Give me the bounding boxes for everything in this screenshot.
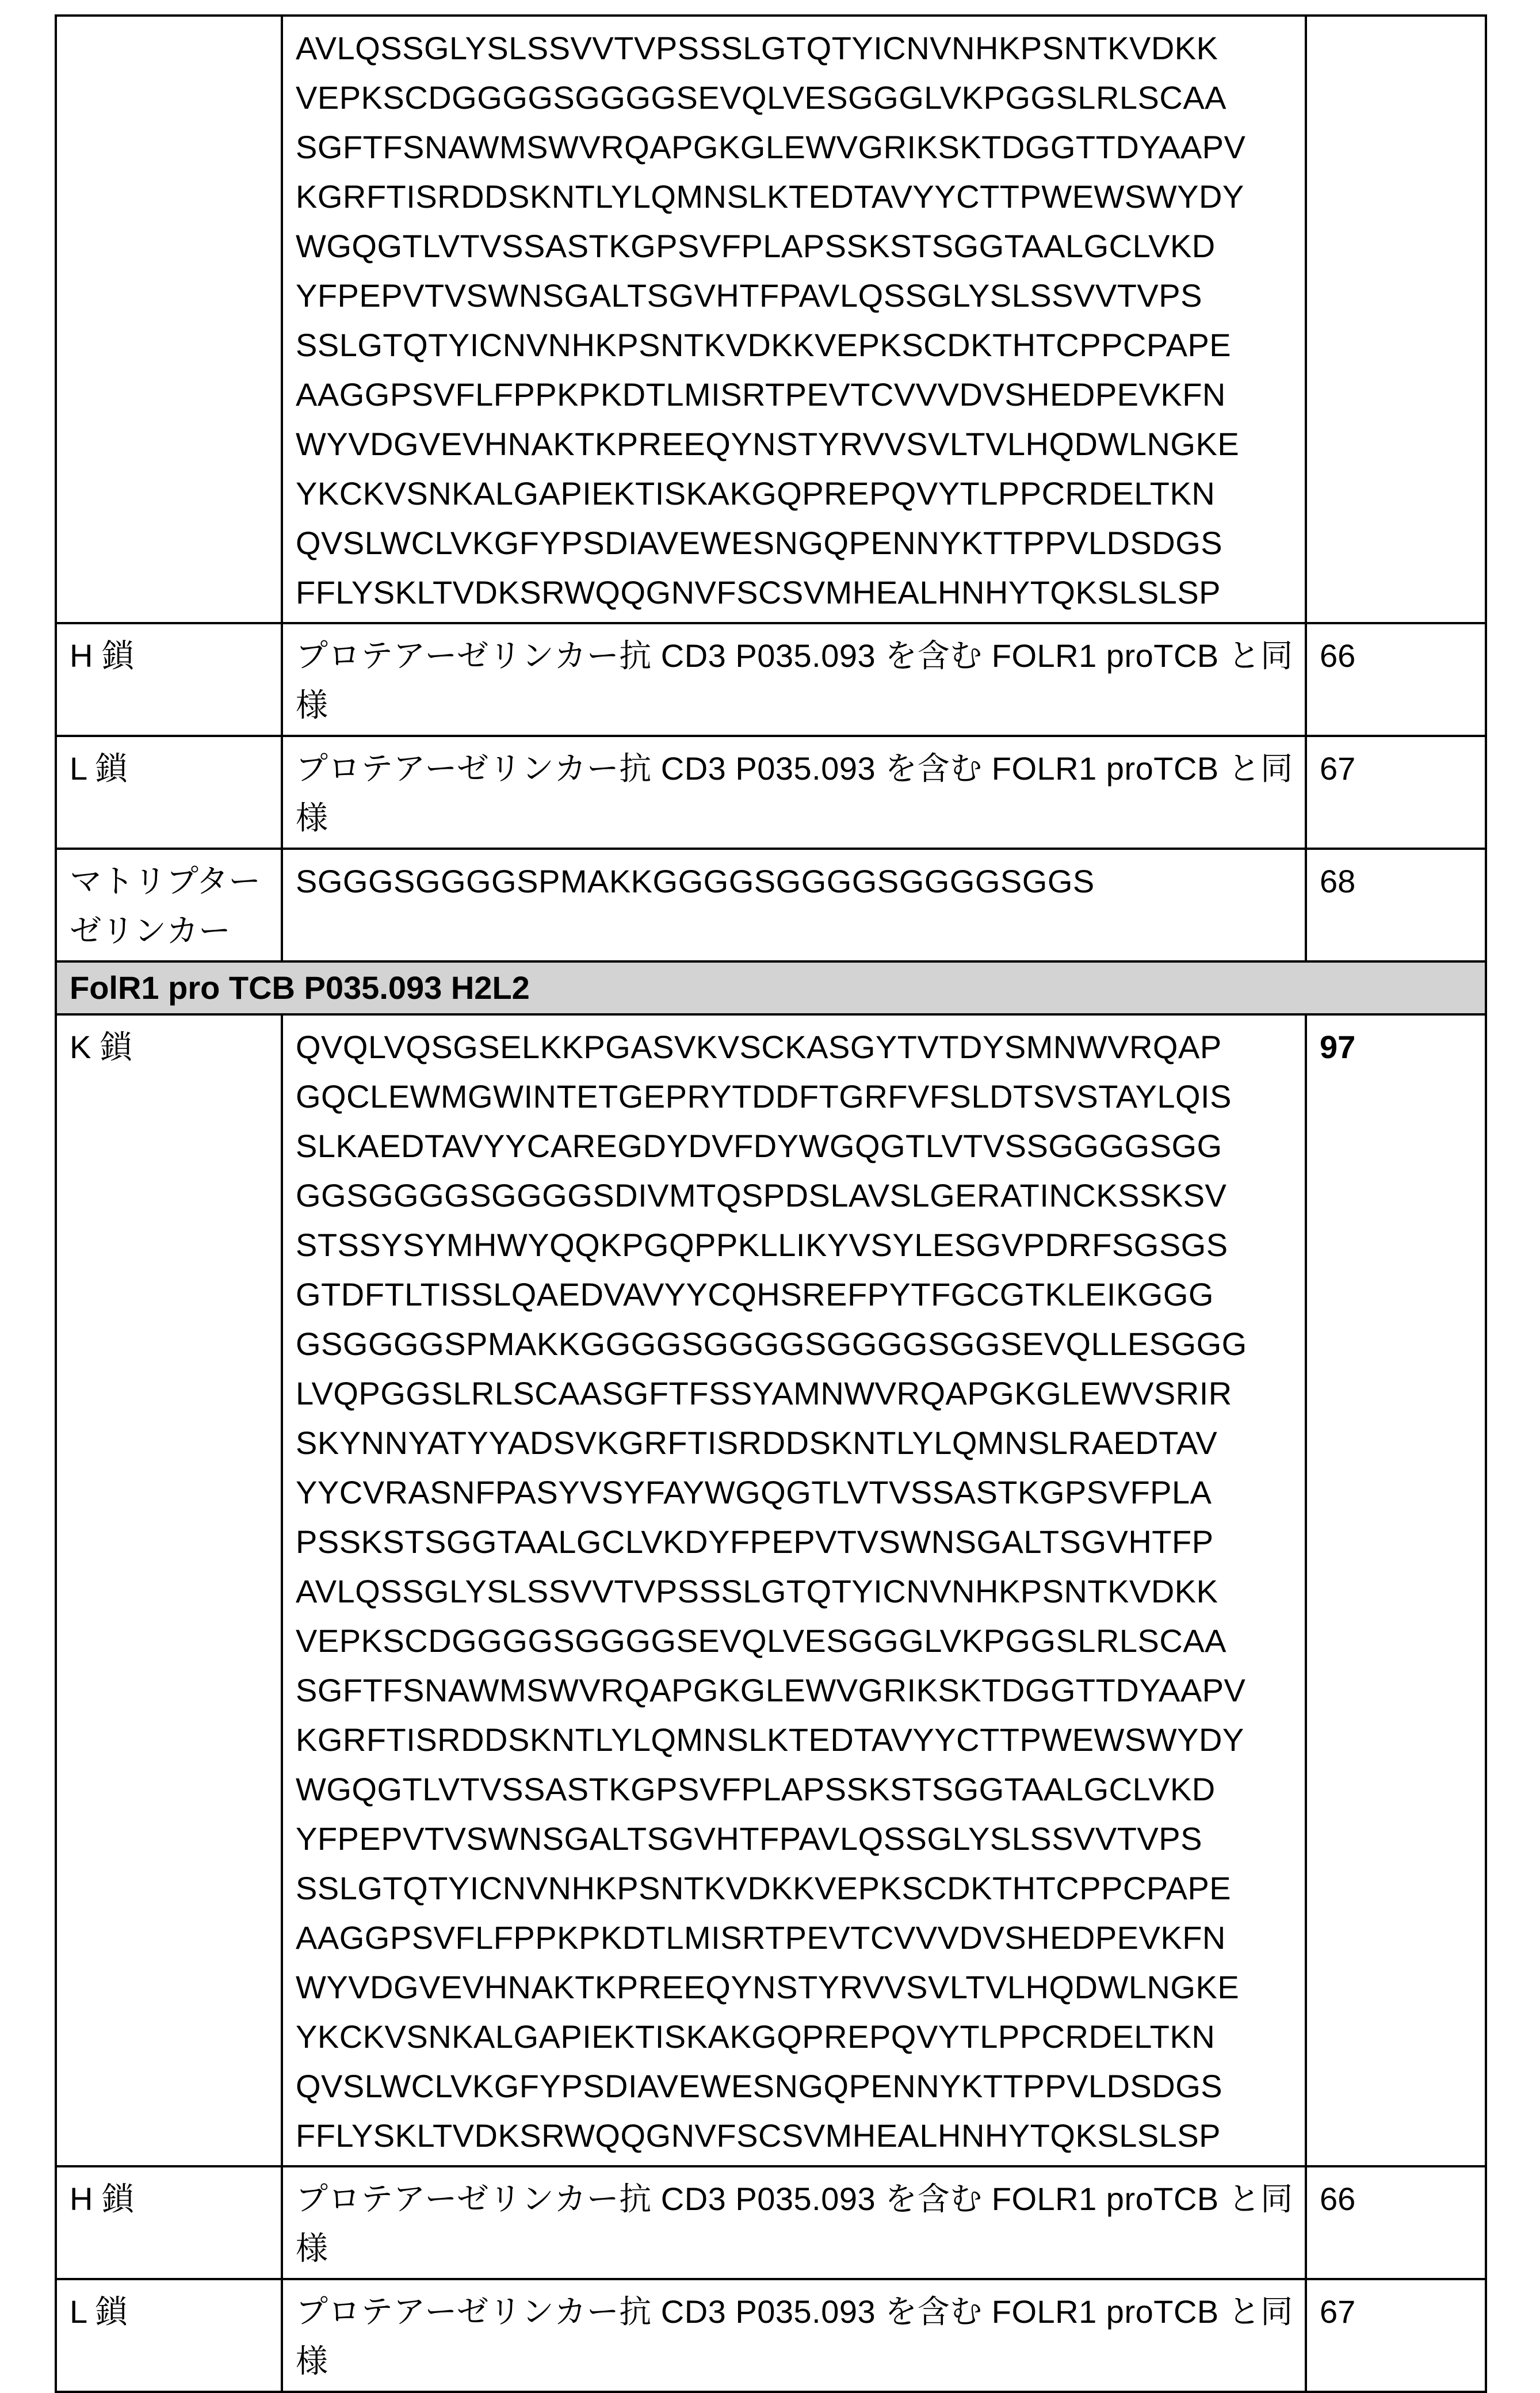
sequence-line: YKCKVSNKALGAPIEKTISKAKGQPREPQVYTLPPCRDELTKN <box>296 2012 1292 2062</box>
sequence-line: プロテアーゼリンカー抗 CD3 P035.093 を含む FOLR1 proTCB と同 <box>296 744 1292 793</box>
seq-id-number: 97 <box>1306 1014 1486 2166</box>
sequence-line: SSLGTQTYICNVNHKPSNTKVDKKVEPKSCDKTHTCPPCPAPE <box>296 320 1292 370</box>
sequence-cell <box>282 2166 1306 2279</box>
table-row <box>56 1014 1486 2166</box>
sequence-line: SGFTFSNAWMSWVRQAPGKGLEWVGRIKSKTDGGTTDYAAPV <box>296 1666 1292 1715</box>
sequence-line: AVLQSSGLYSLSSVVTVPSSSLGTQTYICNVNHKPSNTKVDKK <box>296 24 1292 73</box>
seq-id-number: 66 <box>1306 2166 1486 2279</box>
sequence-line: SSLGTQTYICNVNHKPSNTKVDKKVEPKSCDKTHTCPPCPAPE <box>296 1864 1292 1913</box>
sequence-line: GQCLEWMGWINTETGEPRYTDDFTGRFVFSLDTSVSTAYLQIS <box>296 1072 1292 1121</box>
chain-label <box>56 16 282 623</box>
chain-label: マトリプターゼリンカー <box>56 849 282 961</box>
sequence-line: GTDFTLTISSLQAEDVAVYYCQHSREFPYTFGCGTKLEIKGGG <box>296 1270 1292 1319</box>
sequence-line: GSGGGGSPMAKKGGGGSGGGGSGGGGSGGSEVQLLESGGG <box>296 1319 1292 1369</box>
table-row <box>56 849 1486 961</box>
sequence-cell <box>282 849 1306 961</box>
seq-id-number: 67 <box>1306 736 1486 849</box>
sequence-line: 様 <box>296 2224 1292 2273</box>
section-header: FolR1 pro TCB P035.093 H2L2 <box>56 961 1486 1014</box>
sequence-line: YFPEPVTVSWNSGALTSGVHTFPAVLQSSGLYSLSSVVTVPS <box>296 1814 1292 1864</box>
chain-label: H 鎖 <box>56 623 282 736</box>
sequence-cell <box>282 16 1306 623</box>
sequence-line: プロテアーゼリンカー抗 CD3 P035.093 を含む FOLR1 proTCB と同 <box>296 2287 1292 2337</box>
sequence-line: LVQPGGSLRLSCAASGFTFSSYAMNWVRQAPGKGLEWVSRIR <box>296 1369 1292 1418</box>
sequence-line: KGRFTISRDDSKNTLYLQMNSLKTEDTAVYYCTTPWEWSWYDY <box>296 172 1292 222</box>
sequence-line: GGSGGGGSGGGGSDIVMTQSPDSLAVSLGERATINCKSSKSV <box>296 1171 1292 1220</box>
seq-id-number <box>1306 16 1486 623</box>
sequence-line: WYVDGVEVHNAKTKPREEQYNSTYRVVSVLTVLHQDWLNGKE <box>296 1963 1292 2012</box>
sequence-line: SGGGSGGGGSPMAKKGGGGSGGGGSGGGGSGGS <box>296 857 1292 906</box>
sequence-line: WYVDGVEVHNAKTKPREEQYNSTYRVVSVLTVLHQDWLNGKE <box>296 419 1292 469</box>
table-row <box>56 16 1486 623</box>
sequence-line: AAGGPSVFLFPPKPKDTLMISRTPEVTCVVVDVSHEDPEVKFN <box>296 1913 1292 1963</box>
sequence-line: YFPEPVTVSWNSGALTSGVHTFPAVLQSSGLYSLSSVVTVPS <box>296 271 1292 320</box>
sequence-line: PSSKSTSGGTAALGCLVKDYFPEPVTVSWNSGALTSGVHTFP <box>296 1517 1292 1567</box>
sequence-line: VEPKSCDGGGGSGGGGSEVQLVESGGGLVKPGGSLRLSCAA <box>296 73 1292 123</box>
sequence-cell <box>282 736 1306 849</box>
sequence-line: STSSYSYMHWYQQKPGQPPKLLIKYVSYLESGVPDRFSGSGS <box>296 1220 1292 1270</box>
sequence-line: QVQLVQSGSELKKPGASVKVSCKASGYTVTDYSMNWVRQAP <box>296 1022 1292 1072</box>
table-row <box>56 2166 1486 2279</box>
chain-label: L 鎖 <box>56 736 282 849</box>
table-row <box>56 2279 1486 2392</box>
chain-label: H 鎖 <box>56 2166 282 2279</box>
sequence-line: 様 <box>296 681 1292 730</box>
seq-id-number: 67 <box>1306 2279 1486 2392</box>
sequence-line: AVLQSSGLYSLSSVVTVPSSSLGTQTYICNVNHKPSNTKVDKK <box>296 1567 1292 1616</box>
sequence-line: 様 <box>296 793 1292 843</box>
sequence-line: YYCVRASNFPASYVSYFAYWGQGTLVTVSSASTKGPSVFPLA <box>296 1468 1292 1517</box>
seq-id-number: 66 <box>1306 623 1486 736</box>
chain-label: L 鎖 <box>56 2279 282 2392</box>
sequence-line: プロテアーゼリンカー抗 CD3 P035.093 を含む FOLR1 proTCB と同 <box>296 2174 1292 2224</box>
sequence-line: AAGGPSVFLFPPKPKDTLMISRTPEVTCVVVDVSHEDPEVKFN <box>296 370 1292 419</box>
sequence-line: QVSLWCLVKGFYPSDIAVEWESNGQPENNYKTTPPVLDSDGS <box>296 518 1292 568</box>
sequence-line: SLKAEDTAVYYCAREGDYDVFDYWGQGTLVTVSSGGGGSGG <box>296 1121 1292 1171</box>
sequence-line: VEPKSCDGGGGSGGGGSEVQLVESGGGLVKPGGSLRLSCAA <box>296 1616 1292 1666</box>
sequence-line: WGQGTLVTVSSASTKGPSVFPLAPSSKSTSGGTAALGCLVKD <box>296 1765 1292 1814</box>
sequence-cell <box>282 2279 1306 2392</box>
chain-label: K 鎖 <box>56 1014 282 2166</box>
sequence-line: SKYNNYATYYADSVKGRFTISRDDSKNTLYLQMNSLRAEDTAV <box>296 1418 1292 1468</box>
sequence-line: YKCKVSNKALGAPIEKTISKAKGQPREPQVYTLPPCRDELTKN <box>296 469 1292 518</box>
sequence-line: WGQGTLVTVSSASTKGPSVFPLAPSSKSTSGGTAALGCLVKD <box>296 222 1292 271</box>
table-row <box>56 623 1486 736</box>
sequence-line: 様 <box>296 2337 1292 2386</box>
sequence-line: プロテアーゼリンカー抗 CD3 P035.093 を含む FOLR1 proTCB と同 <box>296 631 1292 681</box>
table-row <box>56 736 1486 849</box>
seq-id-number: 68 <box>1306 849 1486 961</box>
sequence-line: FFLYSKLTVDKSRWQQGNVFSCSVMHEALHNHYTQKSLSLSP <box>296 568 1292 617</box>
sequence-cell <box>282 1014 1306 2166</box>
sequence-line: KGRFTISRDDSKNTLYLQMNSLKTEDTAVYYCTTPWEWSWYDY <box>296 1715 1292 1765</box>
sequence-cell <box>282 623 1306 736</box>
sequence-table <box>55 14 1487 2393</box>
sequence-line: FFLYSKLTVDKSRWQQGNVFSCSVMHEALHNHYTQKSLSLSP <box>296 2111 1292 2161</box>
sequence-line: SGFTFSNAWMSWVRQAPGKGLEWVGRIKSKTDGGTTDYAAPV <box>296 123 1292 172</box>
section-header-row <box>56 961 1486 1014</box>
sequence-line: QVSLWCLVKGFYPSDIAVEWESNGQPENNYKTTPPVLDSDGS <box>296 2062 1292 2111</box>
